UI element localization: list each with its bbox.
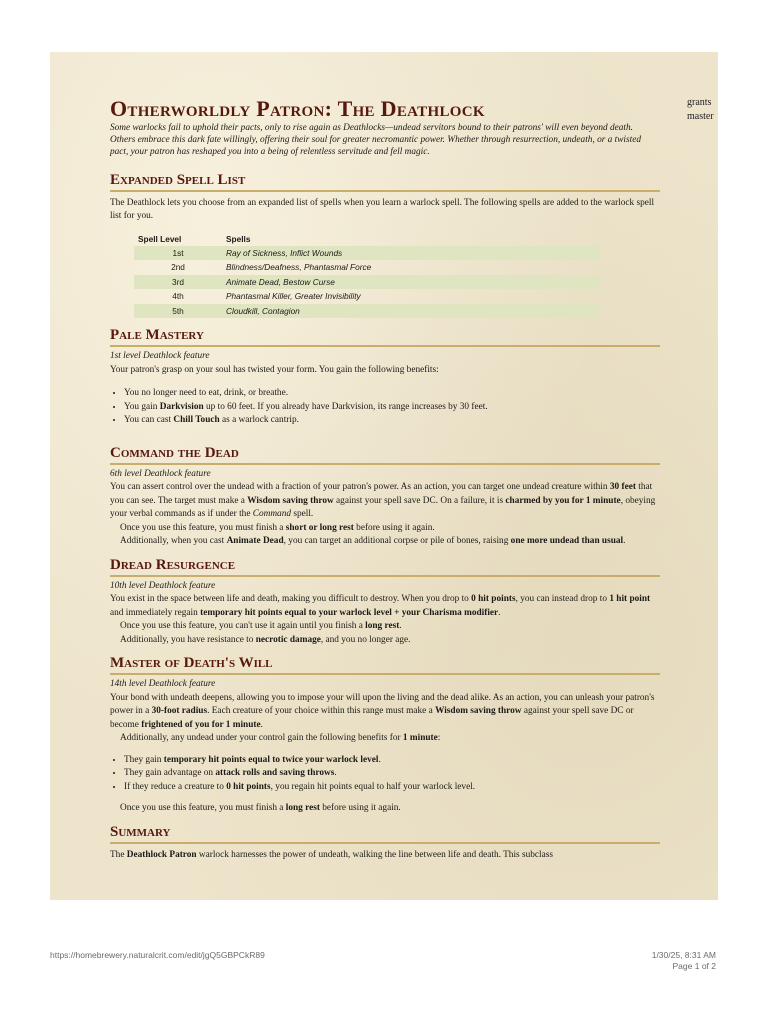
table-cell: Animate Dead, Bestow Curse xyxy=(226,276,335,287)
heading-pale-mastery: Pale Mastery xyxy=(110,327,660,347)
table-row xyxy=(134,289,600,304)
table-cell: Blindness/Deafness, Phantasmal Force xyxy=(226,262,372,273)
heading-master-of-deaths-will: Master of Death's Will xyxy=(110,655,660,675)
table-cell: Ray of Sickness, Inflict Wounds xyxy=(226,247,343,258)
list-item: • If they reduce a creature to 0 hit points, you regain hit points equal to half your warlock level. xyxy=(124,781,660,795)
feature-level: 1st level Deathlock feature xyxy=(110,351,210,362)
command-paragraph-3: Additionally, when you cast Animate Dead, you can target an additional corpse or pile of bones, raising one more undead than usual. xyxy=(120,536,626,547)
list-item: • You no longer need to eat, drink, or breathe. xyxy=(124,387,660,401)
table-cell: 4th xyxy=(172,291,184,302)
list-item: • You gain Darkvision up to 60 feet. If you already have Darkvision, its range increases by 30 feet. xyxy=(124,401,660,415)
command-paragraph-1: You can assert control over the undead with a fraction of your patron's power. As an action, you can target one undead creature within 30 feet that you can see. The target must make a Wisdom saving throw against your spell save DC. On a failure, it is charmed by you for 1 minute, obeying your verbal commands as if under the Command spell. xyxy=(110,482,656,520)
heading-summary: Summary xyxy=(110,824,660,844)
spell-table xyxy=(134,232,600,319)
table-header-row xyxy=(134,232,600,246)
feature-level: 10th level Deathlock feature xyxy=(110,580,216,591)
heading-dread-resurgence: Dread Resurgence xyxy=(110,557,660,577)
table-cell: Phantasmal Killer, Greater Invisibility xyxy=(226,291,361,302)
table-cell: 2nd xyxy=(171,262,185,273)
list-item: • They gain temporary hit points equal to twice your warlock level. xyxy=(124,754,660,768)
dread-paragraph-3: Additionally, you have resistance to necrotic damage, and you no longer age. xyxy=(120,634,411,645)
master-benefits-list xyxy=(110,754,660,795)
table-row xyxy=(134,304,600,319)
spell-list-text: The Deathlock lets you choose from an expanded list of spells when you learn a warlock spell. The following spells are added to the warlock spell list for you. xyxy=(110,197,655,222)
master-paragraph-1: Your bond with undeath deepens, allowing you to impose your will upon the living and the dead alike. As an action, you can unleash your patron's power in a 30-foot radius. Each creature of your choice within this range must make a Wisdom saving throw against your spell save DC or become frightened of you for 1 minute. xyxy=(110,692,655,730)
dread-paragraph-2: Once you use this feature, you can't use it again until you finish a long rest. xyxy=(120,621,402,632)
master-paragraph-2: Additionally, any undead under your control gain the following benefits for 1 minute: xyxy=(120,733,441,744)
table-row xyxy=(134,260,600,275)
feature-level: 6th level Deathlock feature xyxy=(110,468,211,479)
table-header: Spell Level xyxy=(138,233,182,244)
page-title: Otherworldly Patron: The Deathlock xyxy=(110,96,485,121)
table-cell: Cloudkill, Contagion xyxy=(226,305,300,316)
table-cell: 5th xyxy=(172,305,184,316)
heading-command-the-dead: Command the Dead xyxy=(110,445,660,465)
page-content xyxy=(110,98,660,862)
summary-paragraph: The Deathlock Patron warlock harnesses the power of undeath, walking the line between life and death. This subclass xyxy=(110,849,553,860)
command-paragraph-2: Once you use this feature, you must finish a short or long rest before using it again. xyxy=(120,522,435,533)
list-item: • They gain advantage on attack rolls and saving throws. xyxy=(124,767,660,781)
master-paragraph-3: Once you use this feature, you must finish a long rest before using it again. xyxy=(120,803,401,814)
adjacent-page-text: grants master xyxy=(687,97,714,122)
pale-mastery-list xyxy=(110,387,660,428)
table-cell: 3rd xyxy=(172,276,184,287)
intro-text: Some warlocks fail to uphold their pacts, only to rise again as Deathlocks—undead servitors bound to their patrons' will even beyond death. Others embrace this dark fate willingly, offering their soul for greater necromantic power. Whether through resurrection, undeath, or a twisted pact, your patron has reshaped you into a being of relentless servitude and fell magic. xyxy=(110,123,641,158)
print-date: 1/30/25, 8:31 AM xyxy=(651,950,716,960)
dread-paragraph-1: You exist in the space between life and death, making you difficult to destroy. When you drop to 0 hit points, you can instead drop to 1 hit point and immediately regain temporary hit points equal to your warlock level + your Charisma modifier. xyxy=(110,594,651,618)
table-header: Spells xyxy=(226,233,251,244)
table-cell: 1st xyxy=(172,247,184,258)
page-number: Page 1 of 2 xyxy=(672,961,716,971)
pale-mastery-text: Your patron's grasp on your soul has twisted your form. You gain the following benefits: xyxy=(110,364,439,375)
table-row xyxy=(134,246,600,261)
print-footer-info xyxy=(652,950,716,972)
document-page xyxy=(50,52,718,900)
list-item: • You can cast Chill Touch as a warlock cantrip. xyxy=(124,414,660,428)
print-footer-url: https://homebrewery.naturalcrit.com/edit/jgQ5GBPCkR89 xyxy=(50,950,265,960)
feature-level: 14th level Deathlock feature xyxy=(110,679,216,690)
table-row xyxy=(134,275,600,290)
heading-expanded-spell-list: Expanded Spell List xyxy=(110,172,660,192)
